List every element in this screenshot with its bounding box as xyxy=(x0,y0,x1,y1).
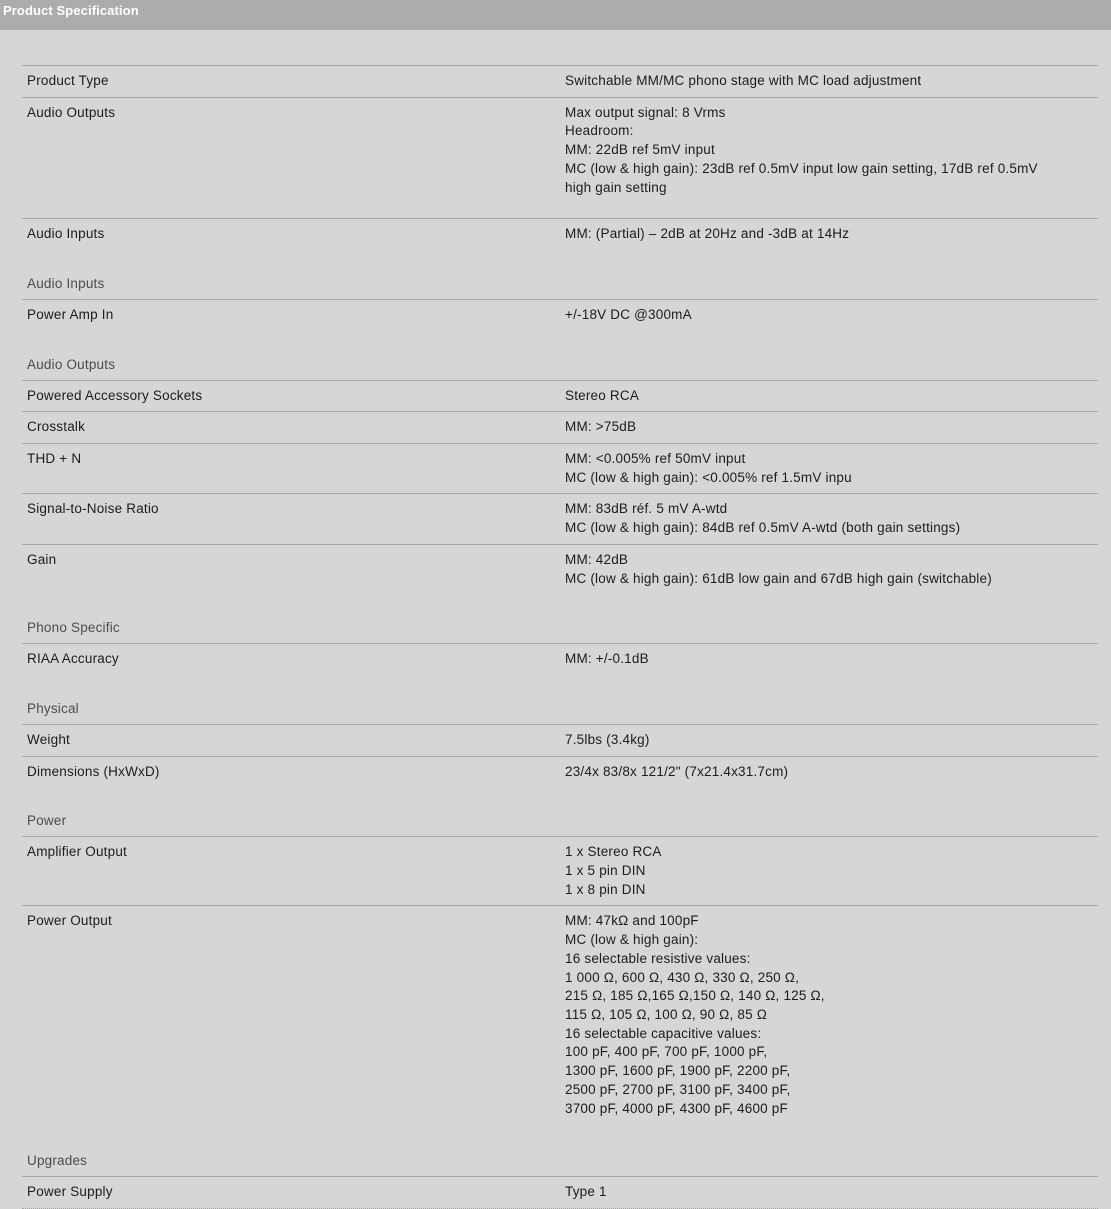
spec-value: MM: 42dB MC (low & high gain): 61dB low gain and 67dB high gain (switchable) xyxy=(565,551,992,586)
section-header-physical xyxy=(22,675,1098,724)
spec-label: Weight xyxy=(27,731,70,747)
spec-label: Power Amp In xyxy=(27,306,114,322)
spec-label: Crosstalk xyxy=(27,419,86,435)
spec-row-riaa-accuracy xyxy=(22,643,1098,675)
spec-value: MM: >75dB xyxy=(565,419,637,435)
page-header xyxy=(0,0,1111,30)
spec-row-amplifier-output xyxy=(22,836,1098,905)
spec-label: Power Supply xyxy=(27,1184,113,1200)
spec-label: Dimensions (HxWxD) xyxy=(27,763,160,779)
spec-row-gain xyxy=(22,544,1098,594)
spec-row-weight xyxy=(22,724,1098,756)
spec-label: THD + N xyxy=(27,451,82,467)
section-header-audio-inputs xyxy=(22,250,1098,299)
section-header-upgrades xyxy=(22,1127,1098,1176)
spec-row-audio-outputs xyxy=(22,97,1098,219)
spec-value: +/-18V DC @300mA xyxy=(565,306,692,322)
section-title: Phono Specific xyxy=(27,620,120,636)
spec-label: Signal-to-Noise Ratio xyxy=(27,501,159,517)
spec-value: MM: 83dB réf. 5 mV A-wtd MC (low & high gain): 84dB ref 0.5mV A-wtd (both gain settings) xyxy=(565,501,961,536)
spec-row-crosstalk xyxy=(22,411,1098,443)
spec-table xyxy=(22,65,1098,1209)
section-header-audio-outputs xyxy=(22,331,1098,380)
spec-row-audio-inputs xyxy=(22,218,1098,250)
spec-label: Audio Outputs xyxy=(27,104,116,120)
spec-row-thd-n xyxy=(22,443,1098,493)
spec-value: MM: +/-0.1dB xyxy=(565,651,649,667)
spec-value: Switchable MM/MC phono stage with MC load adjustment xyxy=(565,73,922,88)
spec-value: MM: (Partial) – 2dB at 20Hz and -3dB at 14Hz xyxy=(565,226,850,242)
spec-value: Stereo RCA xyxy=(565,387,640,403)
spec-row-dimensions xyxy=(22,756,1098,788)
spec-row-power-output xyxy=(22,905,1098,1127)
spec-value: 23/4x 83/8x 121/2" (7x21.4x31.7cm) xyxy=(565,763,789,779)
spec-row-product-type xyxy=(22,65,1098,97)
spec-label: Amplifier Output xyxy=(27,844,127,860)
spec-row-powered-accessory-sockets xyxy=(22,380,1098,412)
spec-value: Max output signal: 8 Vrms Headroom: MM: 22dB ref 5mV input MC (low & high gain): 23dB ref 0.5mV input low gain setting, 17dB ref 0.5mV high gain setting xyxy=(565,104,1038,195)
spec-label: RIAA Accuracy xyxy=(27,651,119,667)
section-header-power xyxy=(22,787,1098,836)
spec-row-power-amp-in xyxy=(22,299,1098,331)
section-title: Physical xyxy=(27,700,79,716)
spec-label: Power Output xyxy=(27,913,112,929)
spec-row-signal-to-noise xyxy=(22,493,1098,543)
spec-value: MM: <0.005% ref 50mV input MC (low & high gain): <0.005% ref 1.5mV inpu xyxy=(565,451,852,485)
spec-row-power-supply xyxy=(22,1176,1098,1208)
spec-label: Gain xyxy=(27,551,57,567)
spec-value: Type 1 xyxy=(565,1184,607,1200)
spec-value: MM: 47kΩ and 100pF MC (low & high gain): 16 selectable resistive values: 1 000 Ω, 600 Ω, 430 Ω, 330 Ω, 250 Ω, 215 Ω, 185 Ω,165 Ω,150 Ω, 140 Ω, 125 Ω, 115 Ω, 105 Ω, 100 Ω, 90 Ω, 85 Ω 16 selectable capacitive values: 100 pF, 400 pF, 700 pF, 1000 pF, 1300 pF, 1600 pF, 1900 pF, 2200 pF, 2500 pF, 2700 pF, 3100 pF, 3400 pF, 3700 pF, 4000 pF, 4300 pF, 4600 pF xyxy=(565,913,825,1116)
spec-value: 1 x Stereo RCA 1 x 5 pin DIN 1 x 8 pin DIN xyxy=(565,844,662,897)
section-title: Power xyxy=(27,813,67,829)
spec-label: Product Type xyxy=(27,73,109,88)
section-title: Audio Inputs xyxy=(27,275,105,291)
section-title: Upgrades xyxy=(27,1153,88,1169)
spec-label: Audio Inputs xyxy=(27,226,105,242)
spec-value: 7.5lbs (3.4kg) xyxy=(565,731,650,747)
section-header-phono-specific xyxy=(22,594,1098,643)
page-title: Product Specification xyxy=(3,3,139,18)
spec-label: Powered Accessory Sockets xyxy=(27,387,203,403)
section-title: Audio Outputs xyxy=(27,356,116,372)
